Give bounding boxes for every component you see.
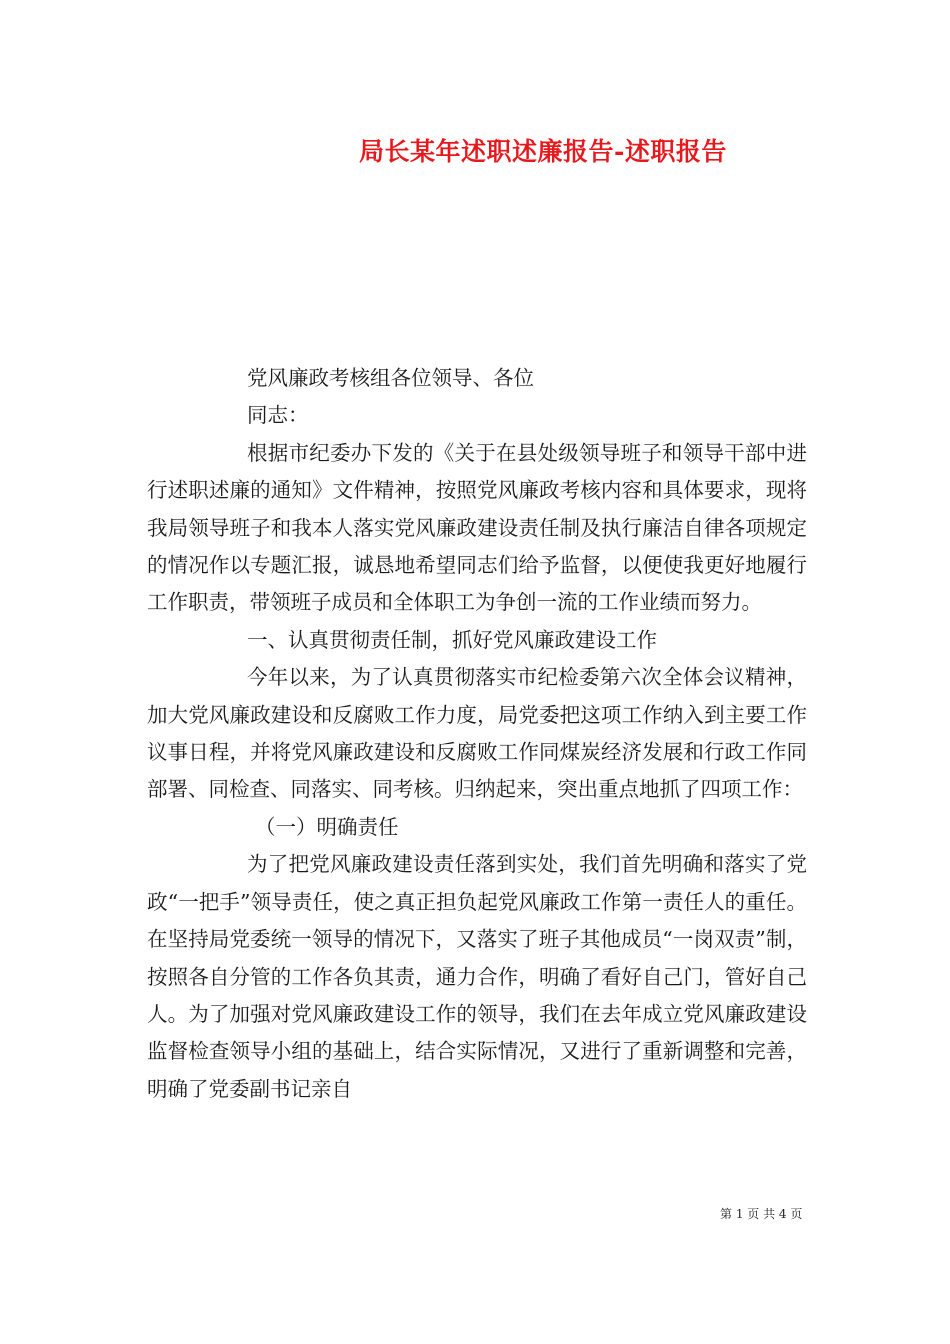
intro-paragraph: 根据市纪委办下发的《关于在县处级领导班子和领导干部中进行述职述廉的通知》文件精神，按照党风廉政考核内容和具体要求，现将我局领导班子和我本人落实党风廉政建设责任制及执行廉洁自律各项规定的情况作以专题汇报，诚恳地希望同志们给予监督，以便使我更好地履行工作职责，带领班子成员和全体职工为争创一流的工作业绩而努力。	[147, 440, 807, 615]
document-title: 局长某年述职述廉报告-述职报告	[359, 137, 727, 166]
subsection-heading-1: （一）明确责任	[255, 814, 399, 839]
page-number-footer: 第 1 页 共 4 页	[720, 1207, 803, 1221]
subsection-1-paragraph: 为了把党风廉政建设责任落到实处，我们首先明确和落实了党政“一把手”领导责任，使之真正担负起党风廉政工作第一责任人的重任。在坚持局党委统一领导的情况下，又落实了班子其他成员“一岗双责”制，按照各自分管的工作各负其责，通力合作，明确了看好自己门，管好自己人。为了加强对党风廉政建设工作的领导，我们在去年成立党风廉政建设监督检查领导小组的基础上，结合实际情况，又进行了重新调整和完善，明确了党委副书记亲自	[147, 852, 807, 1101]
section-1-paragraph: 今年以来，为了认真贯彻落实市纪检委第六次全体会议精神，加大党风廉政建设和反腐败工作力度，局党委把这项工作纳入到主要工作议事日程，并将党风廉政建设和反腐败工作同煤炭经济发展和行政工作同部署、同检查、同落实、同考核。归纳起来，突出重点地抓了四项工作：	[147, 665, 807, 802]
section-heading-1: 一、认真贯彻责任制，抓好党风廉政建设工作	[247, 627, 657, 652]
salutation-line-1: 党风廉政考核组各位领导、各位	[247, 366, 534, 390]
salutation-line-2: 同志：	[247, 403, 309, 428]
document-body	[147, 360, 807, 1108]
